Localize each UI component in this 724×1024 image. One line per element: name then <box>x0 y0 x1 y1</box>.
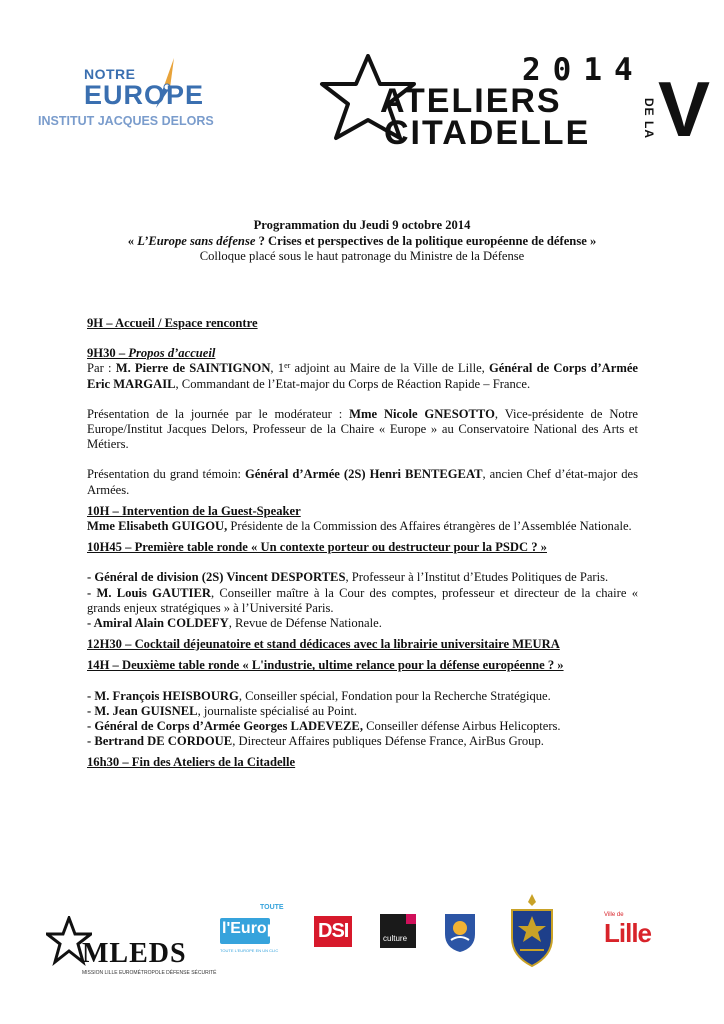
ateliers-de-la: DE LA <box>642 98 656 139</box>
program-date-title: Programmation du Jeudi 9 octobre 2014 <box>253 218 471 232</box>
section-heading: 10H – Intervention de la Guest-Speaker <box>87 503 301 518</box>
ateliers-citadelle-logo <box>318 48 711 158</box>
military-insignia-icon <box>508 892 556 968</box>
event-title-rest: ? Crises et perspectives de la politique européenne de défense » <box>255 233 597 248</box>
ateliers-line2: CITADELLE <box>384 114 591 152</box>
notre-europe-logo <box>38 58 248 138</box>
mleds-text: MLEDS <box>82 938 187 969</box>
section-heading: 14H – Deuxième table ronde « L'industrie, ultime relance pour la défense européenne ? » <box>87 658 564 673</box>
list-item: - Général de division (2S) Vincent DESPORTES, Professeur à l’Institut d’Etudes Politiques de Paris. <box>87 570 609 585</box>
title-block <box>40 218 684 265</box>
list-item: - M. François HEISBOURG, Conseiller spécial, Fondation pour la Recherche Stratégique. <box>87 688 551 703</box>
dsi-logo <box>314 916 352 947</box>
partner-logos <box>40 892 690 976</box>
section-heading <box>87 346 638 361</box>
list-item: - M. Louis GAUTIER, Conseiller maître à la Cour des comptes, professeur et directeur de la chaire « grands enjeux stratégiques » à l’Université Paris. <box>87 585 638 615</box>
mleds-logo <box>46 910 217 980</box>
notre-europe-top: NOTRE <box>84 66 136 82</box>
event-title <box>40 234 684 250</box>
event-title-italic: L’Europe sans défense <box>137 233 256 248</box>
culture-text: culture <box>383 934 408 943</box>
mleds-subtitle: MISSION LILLE EUROMÉTROPOLE DÉFENSE SÉCURITÉ <box>82 970 217 976</box>
notre-europe-main: EUROPE <box>84 80 205 110</box>
list-item: - Général de Corps d’Armée Georges LADEVEZE, Conseiller défense Airbus Helicopters. <box>87 719 561 734</box>
toute-europe-sub: TOUTE L'EUROPE EN UN CLIC <box>220 948 279 953</box>
toute-europe-logo <box>220 904 290 960</box>
ateliers-year: 2014 <box>522 52 645 88</box>
list-item: - Amiral Alain COLDEFY, Revue de Défense Nationale. <box>87 616 382 631</box>
lille-top-text: Ville de <box>604 912 624 918</box>
paragraph: Mme Elisabeth GUIGOU, Présidente de la Commission des Affaires étrangères de l’Assemblée Nationale. <box>87 519 632 534</box>
speaker-name: Général d’Armée (2S) Henri BENTEGEAT <box>244 467 483 482</box>
paragraph: Présentation du grand témoin: Général d’Armée (2S) Henri BENTEGEAT, ancien Chef d’état-major des Armées. <box>87 467 638 497</box>
program <box>87 316 638 771</box>
section-heading: 16h30 – Fin des Ateliers de la Citadelle <box>87 755 296 770</box>
section-heading: 9H – Accueil / Espace rencontre <box>87 316 258 330</box>
paragraph: Par : M. Pierre de SAINTIGNON, 1er adjoint au Maire de la Ville de Lille, Général de Corps d’Armée Eric MARGAIL, Commandant de l’Etat-major du Corps de Réaction Rapide – France. <box>87 361 639 391</box>
toute-europe-top: TOUTE <box>260 904 284 911</box>
speaker-name: M. Pierre de SAINTIGNON <box>115 361 271 376</box>
section-time: 9H30 – <box>87 346 129 361</box>
paragraph: Présentation de la journée par le modérateur : Mme Nicole GNESOTTO, Vice-présidente de Notre Europe/Institut Jacques Delors, Professeur de la Chaire « Europe » au Conservatoire National des Arts et Métiers. <box>87 406 638 452</box>
section-heading: 12H30 – Cocktail déjeunatoire et stand dédicaces avec la librairie universitaire MEURA <box>87 637 560 652</box>
section-heading: 10H45 – Première table ronde « Un contexte porteur ou destructeur pour la PSDC ? » <box>87 540 547 555</box>
dsi-text: DSI <box>314 916 352 947</box>
section-title: Propos d’accueil <box>128 346 216 361</box>
list-item: - Bertrand DE CORDOUE, Directeur Affaires publiques Défense France, AirBus Group. <box>87 734 544 749</box>
speaker-name: Général de Corps d’Armée Eric MARGAIL <box>87 361 639 391</box>
ville-de-lille-logo <box>604 912 651 949</box>
event-title-quote: « <box>127 233 138 248</box>
list-item: - M. Jean GUISNEL, journaliste spécialisé au Point. <box>87 703 358 718</box>
ateliers-v: V <box>658 65 711 153</box>
region-shield-icon <box>442 912 478 954</box>
france-culture-logo <box>380 914 416 948</box>
speaker-name: Mme Nicole GNESOTTO <box>349 406 495 421</box>
lille-text: Lille <box>604 918 652 948</box>
ateliers-line1: ATELIERS <box>380 82 562 120</box>
patronage-line: Colloque placé sous le haut patronage du Ministre de la Défense <box>199 249 525 263</box>
speaker-name: Mme Elisabeth GUIGOU, <box>87 519 228 534</box>
notre-europe-sub: INSTITUT JACQUES DELORS <box>38 114 214 128</box>
toute-europe-main: l'Europe <box>222 920 286 937</box>
